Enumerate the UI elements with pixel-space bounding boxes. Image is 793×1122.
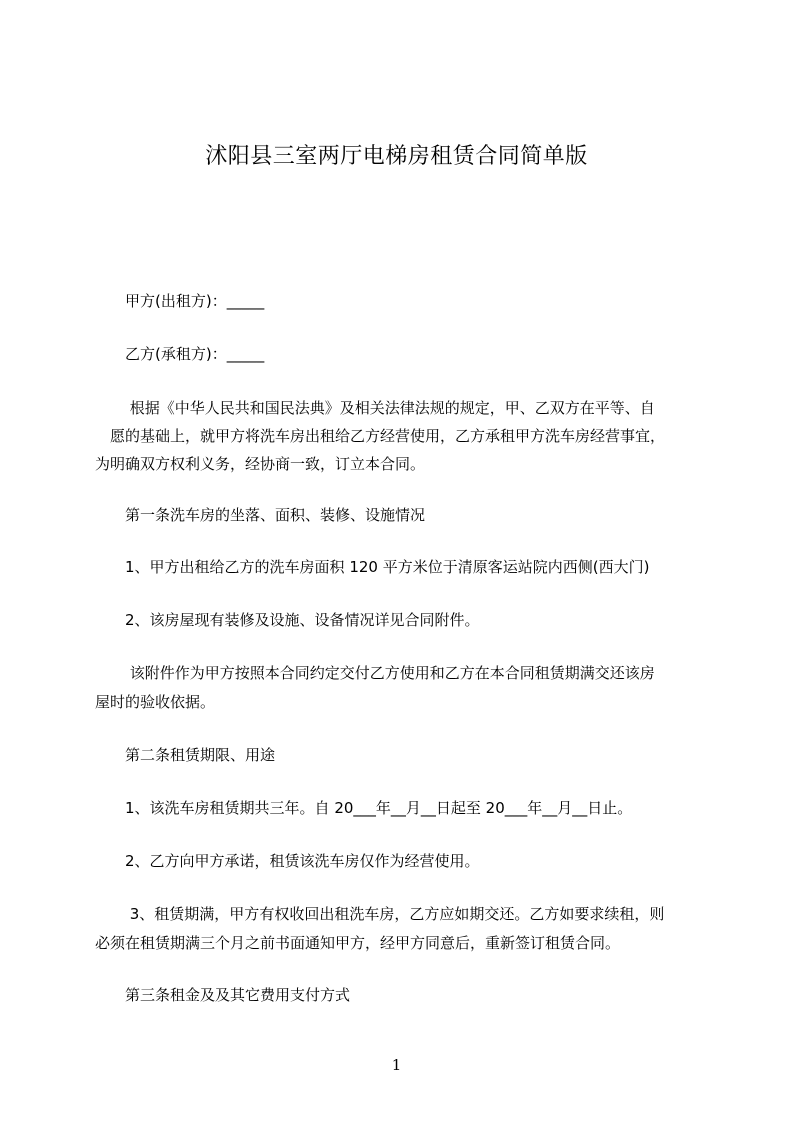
article-1-item-1: 1、甲方出租给乙方的洗车房面积 120 平方米位于清原客运站院内西侧(西大门) xyxy=(95,558,650,576)
article-2-item-3-line-1: 3、租赁期满，甲方有权收回出租洗车房，乙方应如期交还。乙方如要求续租，则 xyxy=(95,905,665,923)
article-2-heading: 第二条租赁期限、用途 xyxy=(95,746,276,764)
preamble-line-3: 为明确双方权利义务，经协商一致，订立本合同。 xyxy=(95,455,426,473)
preamble-line-2: 愿的基础上，就甲方将洗车房出租给乙方经营使用，乙方承租甲方洗车房经营事宜， xyxy=(95,427,666,445)
page-number: 1 xyxy=(391,1056,402,1074)
party-b-line: 乙方(承租方)：_____ xyxy=(95,345,265,363)
preamble-line-1: 根据《中华人民共和国民法典》及相关法律法规的规定，甲、乙双方在平等、自 xyxy=(95,399,655,417)
article-2-item-1: 1、该洗车房租赁期共三年。自 20___年__月__日起至 20___年__月__日止。 xyxy=(95,799,633,817)
article-2-item-2: 2、乙方向甲方承诺，租赁该洗车房仅作为经营使用。 xyxy=(95,852,480,870)
appendix-note-line-2: 屋时的验收依据。 xyxy=(95,693,216,711)
document-title: 沭阳县三室两厅电梯房租赁合同简单版 xyxy=(205,144,588,169)
article-1-item-2: 2、该房屋现有装修及设施、设备情况详见合同附件。 xyxy=(95,611,480,629)
article-2-item-3-line-2: 必须在租赁期满三个月之前书面通知甲方，经甲方同意后，重新签订租赁合同。 xyxy=(95,934,621,952)
appendix-note-line-1: 该附件作为甲方按照本合同约定交付乙方使用和乙方在本合同租赁期满交还该房 xyxy=(95,664,655,682)
party-a-line: 甲方(出租方)：_____ xyxy=(95,292,265,310)
article-3-heading: 第三条租金及及其它费用支付方式 xyxy=(95,986,351,1004)
article-1-heading: 第一条洗车房的坐落、面积、装修、设施情况 xyxy=(95,506,426,524)
